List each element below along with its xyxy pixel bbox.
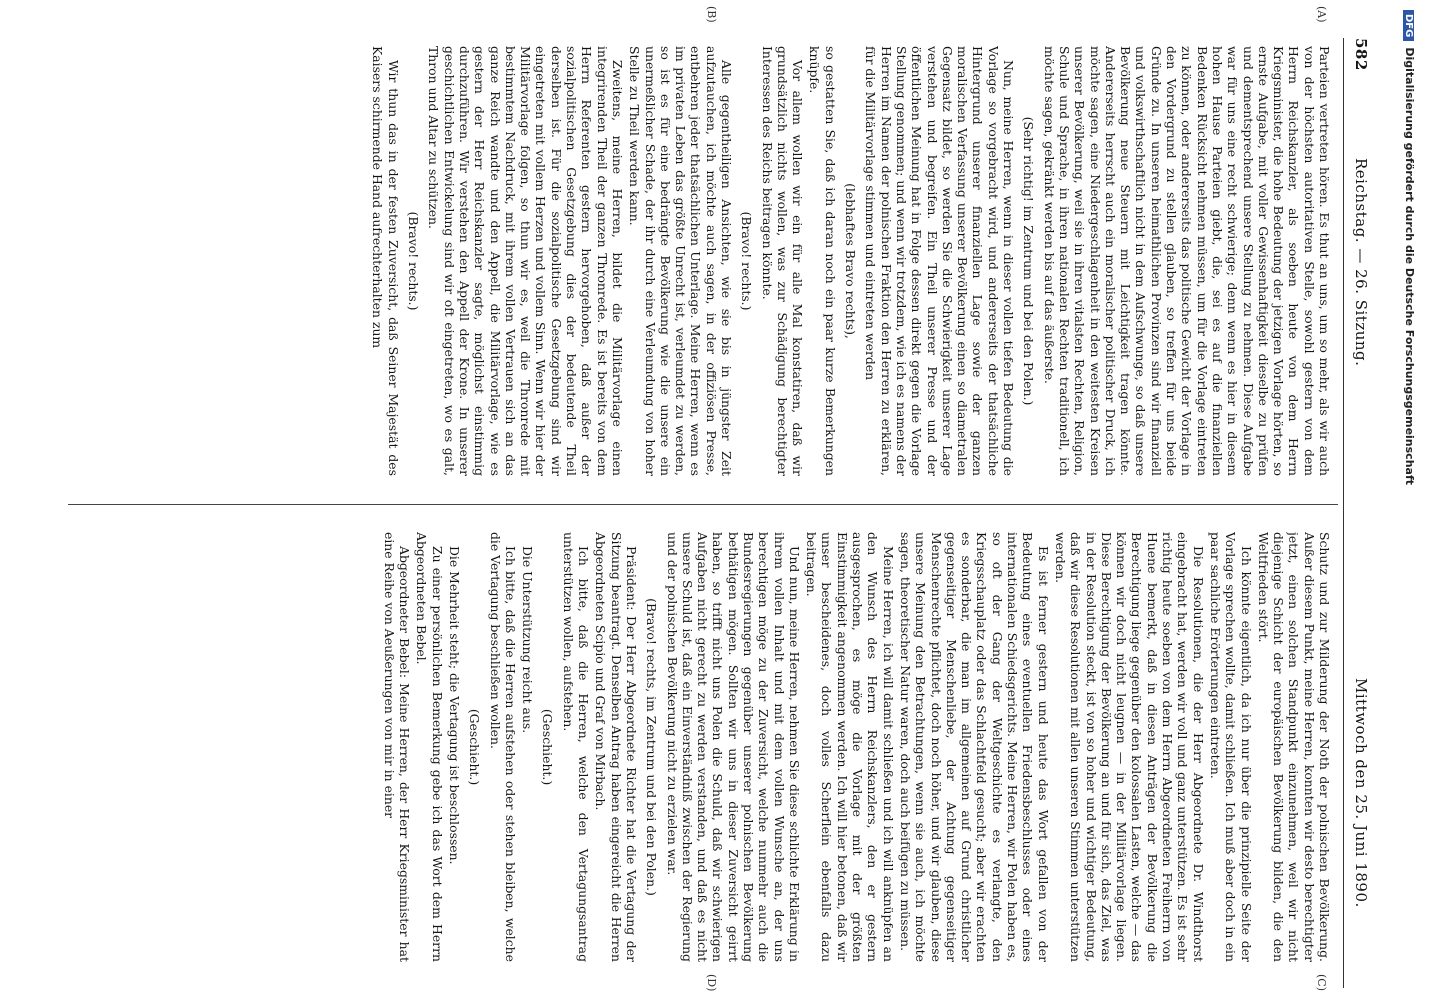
paragraph: Nun, meine Herren, wenn in dieser vollen tiefen Bedeutung die Vorlage so vorgebracht wird, und andererseits der thatsächliche Hintergrund unserer finanziellen Lage sowie der ganzen moralischen Verfassung unserer Bevölkerung einen so diametralen Gegensatz bildet, so werden Sie die Schwierigkeit unserer Lage verstehen und begreifen. Ein Theil unserer Presse und der öffentlichen Meinung hat in Folge dessen direkt gegen die Vorlage Stellung genommen; und wenn wir trotzdem, wie ich es namens der Herren im Namen der polnischen Fraktion den Herren zu erklären, für die Militärvorlage stimmen und eintreten werden — [863, 46, 1017, 476]
paragraph: Ich bitte, daß die Herren, welche den Vertagungsantrag unterstützen wollen, aufstehen. — [560, 532, 592, 962]
page-header — [1343, 38, 1378, 988]
remark: (Geschieht.) — [467, 708, 483, 786]
remark: (lebhaftes Bravo rechts), — [843, 183, 859, 339]
paragraph: Die Mehrheit steht; die Vertagung ist beschlossen. — [446, 546, 462, 865]
margin-marker-c: (C) — [1315, 974, 1328, 991]
paragraph: Zweitens, meine Herren, bildet die Militärvorlage einen integrirenden Theil der ganzen Thronrede. Es ist bereits von dem Herrn Referenten gestern hervorgehoben, daß außer der sozialpolitischen Gesetzgebung dies der bedeutende Theil derselben ist. Für die sozialpolitische Gesetzgebung sind wir eingetreten mit vollem Herzen und vollem Sinn. Wenn wir hier der Militärvorlage folgen, so thun wir es, weil die Thronrede mit bestimmtem Nachdruck, mit ihrem vollen Vertrauen sich an das ganze Reich wandte und den Appell, die Militärvorlage, wie es gestern der Herr Reichskanzler sagte, möglichst einstimmig durchzuführen. Wir verstehen den Appell der Krone. In unserer geschichtlichen Entwickelung sind wir oft eingetreten, wo es galt, Thron und Altar zu schützen. — [426, 46, 625, 476]
margin-marker-a: (A) — [1315, 6, 1328, 23]
paragraph: Schutz und zur Milderung der Noth der polnischen Bevölkerung. Außer diesem Punkt, meine Herren, konnten wir desto berechtigter jetzt, einen solchen Standpunkt einzunehmen, weil wir nicht diejenige Schicht der europäischen Bevölkerung bilden, die den Weltfrieden stört. — [1255, 532, 1332, 962]
running-title: Reichstag. — 26. Sitzung. — [1352, 158, 1370, 367]
paragraph: Abgeordneter Bebel: Meine Herren, der Herr Kriegsminister hat eine Reihe von Aeußerungen von mir in einer — [381, 532, 413, 962]
paragraph: Vor allem wollen wir ein für alle Mal konstatiren, daß wir grundsätzlich nichts wollen, was zur Schädigung berechtigter Interessen des Reichs beitragen könnte. — [759, 46, 806, 476]
paragraph: Und nun, meine Herren, nehmen Sie diese schlichte Erklärung in ihrem vollen Inhalt und mit dem vollen Wunsche an, der uns berechtigen möge zu der Zuversicht, welche nunmehr auch die Bundesregierungen gegenüber unserer polnischen Bevölkerung bethätigen mögen. Sollten wir uns in dieser Zuversicht geirrt haben, so trifft nicht uns Polen die Schuld, daß wir schwierigen Aufgaben nicht gerecht zu werden verstanden, und daß es nicht unsere Schuld ist, daß ein Einverständniß zwischen der Regierung und der polnischen Bevölkerung nicht zu erzielen war. — [664, 532, 802, 962]
remark: (Bravo! rechts.) — [739, 211, 755, 311]
paragraph: Es ist ferner gestern und heute das Wort gefallen von der Bedeutung eines eventuellen Friedensbeschlusses oder eines internationalen Schiedsgerichts. Meine Herren, wir Polen haben es, so oft der Gang der Weltgeschichte es verlangte, den Kriegsschauplatz oder das Schlachtfeld gesucht; aber wir erachten es sonderbar, die man im allgemeinen auf Grund christlicher gegenseitiger Menschenliebe, der Achtung gegenseitiger Menschenrechte pflichtet, doch noch höher, und wir glauben, diese unsere Meinung den Betrachtungen, wenn sie auch, ich möchte sagen, theoretischer Natur waren, doch auch beifügen zu müssen. — [897, 532, 1051, 962]
page-number: 582 — [1352, 38, 1370, 71]
margin-marker-d: (D) — [705, 974, 718, 992]
paragraph: Präsident: Der Herr Abgeordnete Richter hat die Vertagung der Sitzung beantragt. Denselben Antrag haben eingereicht die Herren Abgeordneten Scipio und Graf von Mirbach. — [593, 532, 639, 962]
margin-marker-b: (B) — [705, 6, 718, 23]
paragraph: so gestatten Sie, daß ich daran noch ein paar kurze Bemerkungen knüpfe. — [807, 46, 838, 476]
remark: (Bravo! rechts.) — [406, 211, 422, 311]
paragraph: Parteien vertreten hören. Es thut an uns, um so mehr, als wir auch von der höchsten autoritativen Stelle, sowohl gestern von dem Herrn Reichskanzler, als soeben heute von dem Herrn Kriegsminister, die hohe Bedeutung der jetzigen Vorlage hörten, so ernste Aufgabe, mit voller Gewissenhaftigkeit dieselbe zu prüfen und dementsprechend unsere Stellung zu nehmen. Diese Aufgabe war für uns eine recht schwierige; denn wenn es hier in diesem hohen Hause Parteien giebt, die, sei es auf die finanziellen Bedenken Rücksicht nehmen müssen, um für die Vorlage eintreten zu können, oder andererseits das politische Gewicht der Vorlage in den Vordergrund zu stellen glauben, so treffen für uns beide Gründe zu. In unseren heimathlichen Provinzen sind wir finanziell und volkswirthschaftlich nicht in dem Aufschwunge, so daß unsere Bevölkerung neue Steuern mit Leichtigkeit tragen könnte. Andererseits herrscht auch ein moralischer politischer Druck, ich möchte sagen, eine Niedergeschlagenheit in den weitesten Kreisen unserer Bevölkerung, weil sie in ihren vitalsten Rechten, Religion, Schule und Sprache, in ihren nationalen Rechten traditionell, ich möchte sagen, gekränkt werden bis auf das äußerste. — [1041, 46, 1332, 476]
right-column — [72, 532, 1332, 962]
paragraph: Ich bitte, daß die Herren aufstehen oder stehen bleiben, welche die Vertagung beschließen wollen. — [487, 532, 518, 962]
paragraph: Zu einer persönlichen Bemerkung gebe ich das Wort dem Herrn Abgeordneten Bebel. — [414, 532, 445, 962]
dfg-badge: DFG — [1403, 10, 1414, 41]
paragraph: Die Resolutionen, die der Herr Abgeordnete Dr. Windthorst eingebracht hat, werden wir voll und ganz unterstützen. Es ist sehr richtig heute soeben von dem Herrn Abgeordneten Freiherrn von Huene bemerkt, daß in diesen Anträgen der Bevölkerung die Berechtigung liege gegenüber den kolossalen Lasten, welche — das können wir doch nicht leugnen — in der Militärvorlage liegen. Diese Berechtigung der Bevölkerung an und für sich, das Ziel, was in der Resolution steckt, ist von so hoher und wichtiger Bedeutung, daß wir diese Resolutionen mit allen unseren Stimmen unterstützen werden. — [1052, 532, 1206, 962]
left-column — [72, 46, 1332, 476]
paragraph: Wir thun das in der festen Zuversicht, daß Seiner Majestät des Kaisers schirmende Hand aufrechterhalten zum — [370, 46, 401, 476]
column-divider — [68, 504, 1338, 505]
remark: (Sehr richtig! im Zentrum und bei den Polen.) — [1021, 116, 1037, 406]
paragraph: Meine Herren, ich will damit schließen und ich will anknüpfen an den Wunsch des Herrn Reichskanzlers, den er gestern ausgesprochen, es möge die Vorlage mit der größten Einstimmigkeit angenommen werden. Ich will hier betonen, daß wir unser bescheidenes, doch volles Scherflein ebenfalls dazu beitragen. — [804, 532, 896, 962]
digitization-credit — [1398, 10, 1416, 1000]
rotated-document-page — [48, 6, 1378, 992]
remark: (Bravo! rechts, im Zentrum und bei den Polen.) — [644, 598, 660, 896]
paragraph: Alle gegentheiligen Ansichten, wie sie bis in jüngster Zeit aufzutauchen, ich möchte auch sagen, in der offiziösen Presse, entbehren jeder thatsächlichen Unterlage. Meine Herren, wenn es im privaten Leben das größte Unrecht ist, verleumdet zu werden, so ist es für eine bedrängte Bevölkerung wie die unsere ein unermeßlicher Schade, der ihr durch eine Verleumdung von hoher Stelle zu Theil werden kann. — [627, 46, 735, 476]
credit-text: Digitalisierung gefördert durch die Deutsche Forschungsgemeinschaft — [1403, 47, 1416, 486]
remark: (Geschieht.) — [540, 708, 556, 786]
paragraph: Ich könnte eigentlich, da ich nur über die prinzipielle Seite der Vorlage sprechen wollte, damit schließen. Ich muß aber doch in ein paar sachliche Erörterungen eintreten. — [1207, 532, 1254, 962]
paragraph: Die Unterstützung reicht aus. — [520, 546, 536, 734]
session-date: Mittwoch den 25. Juni 1890. — [1352, 678, 1370, 908]
